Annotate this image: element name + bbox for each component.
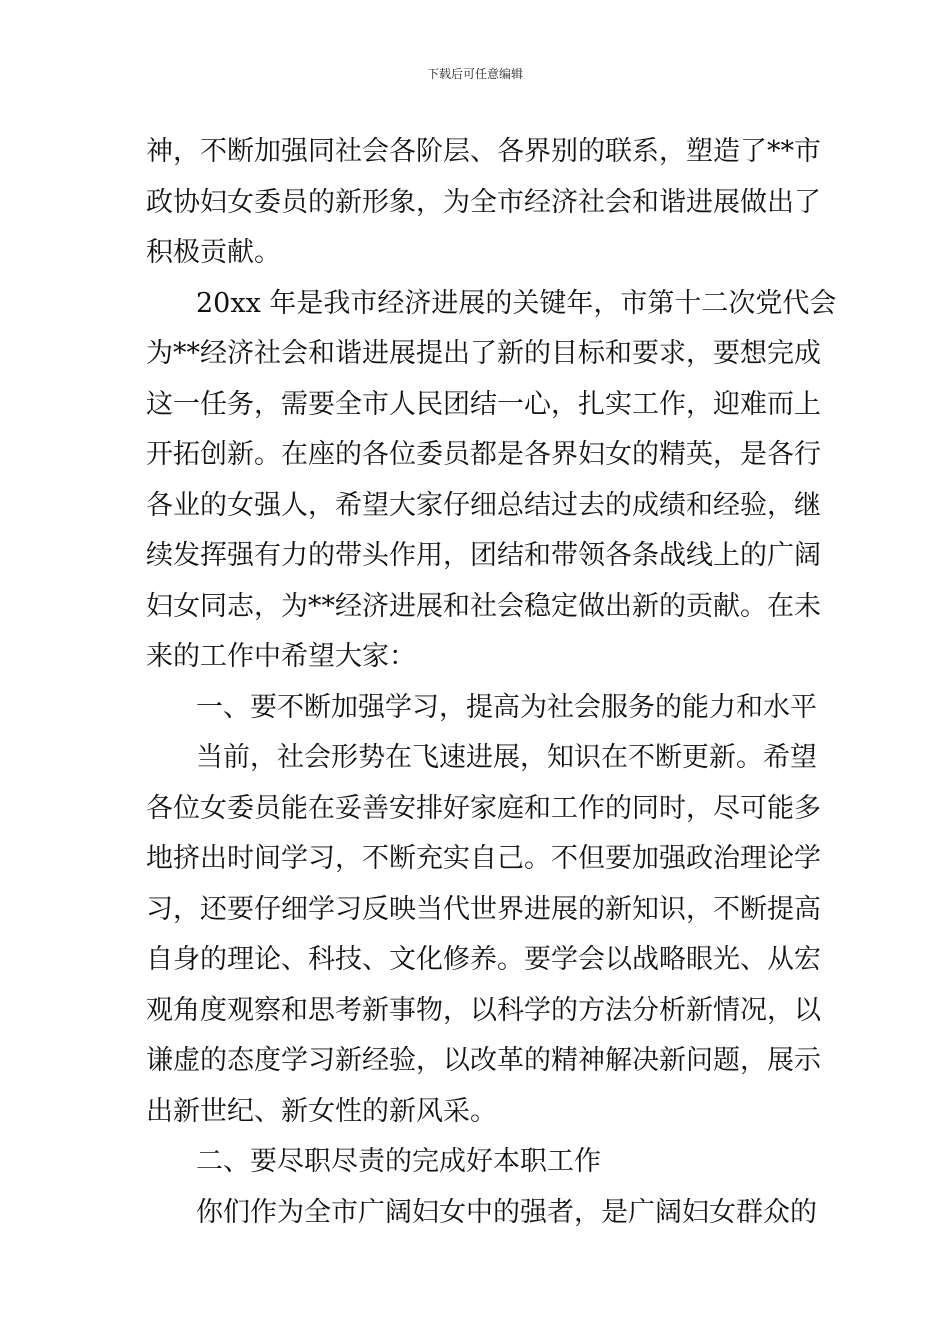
text-line: 各业的女强人，希望大家仔细总结过去的成绩和经验，继 — [146, 489, 821, 521]
text-line: 自身的理论、科技、文化修养。要学会以战略眼光、从宏 — [146, 944, 821, 975]
text-line: 开拓创新。在座的各位委员都是各界妇女的精英，是各行 — [146, 439, 821, 470]
text-line: 各位女委员能在妥善安排好家庭和工作的同时，尽可能多 — [146, 792, 821, 824]
text-line: 20xx 年是我市经济进展的关键年，市第十二次党代会 — [196, 287, 837, 319]
text-line: 为**经济社会和谐进展提出了新的目标和要求，要想完成 — [146, 338, 821, 369]
text-line: 续发挥强有力的带头作用，团结和带领各条战线上的广阔 — [146, 540, 821, 571]
text-line: 来的工作中希望大家： — [146, 641, 416, 672]
text-line: 当前，社会形势在飞速进展，知识在不断更新。希望 — [196, 742, 817, 773]
document-body — [146, 127, 837, 1238]
text-line: 妇女同志，为**经济进展和社会稳定做出新的贡献。在未 — [146, 590, 821, 622]
text-line: 谦虚的态度学习新经验，以改革的精神解决新问题，展示 — [146, 1045, 821, 1076]
text-line: 政协妇女委员的新形象，为全市经济社会和谐进展做出了 — [146, 186, 821, 218]
text-line: 你们作为全市广阔妇女中的强者，是广阔妇女群众的 — [196, 1196, 817, 1228]
text-line: 习，还要仔细学习反映当代世界进展的新知识，不断提高 — [146, 893, 821, 925]
page-header: 下载后可任意编辑 — [426, 67, 523, 81]
text-line: 一、要不断加强学习，提高为社会服务的能力和水平 — [196, 691, 817, 723]
text-line: 观角度观察和思考新事物，以科学的方法分析新情况，以 — [146, 994, 821, 1026]
text-line: 神，不断加强同社会各阶层、各界别的联系，塑造了**市 — [146, 136, 821, 167]
text-line: 这一任务，需要全市人民团结一心，扎实工作，迎难而上 — [146, 388, 821, 420]
text-line: 二、要尽职尽责的完成好本职工作 — [196, 1146, 601, 1177]
text-line: 积极贡献。 — [146, 237, 281, 268]
text-line: 地挤出时间学习，不断充实自己。不但要加强政治理论学 — [146, 843, 821, 874]
text-line: 出新世纪、新女性的新风采。 — [146, 1095, 497, 1127]
